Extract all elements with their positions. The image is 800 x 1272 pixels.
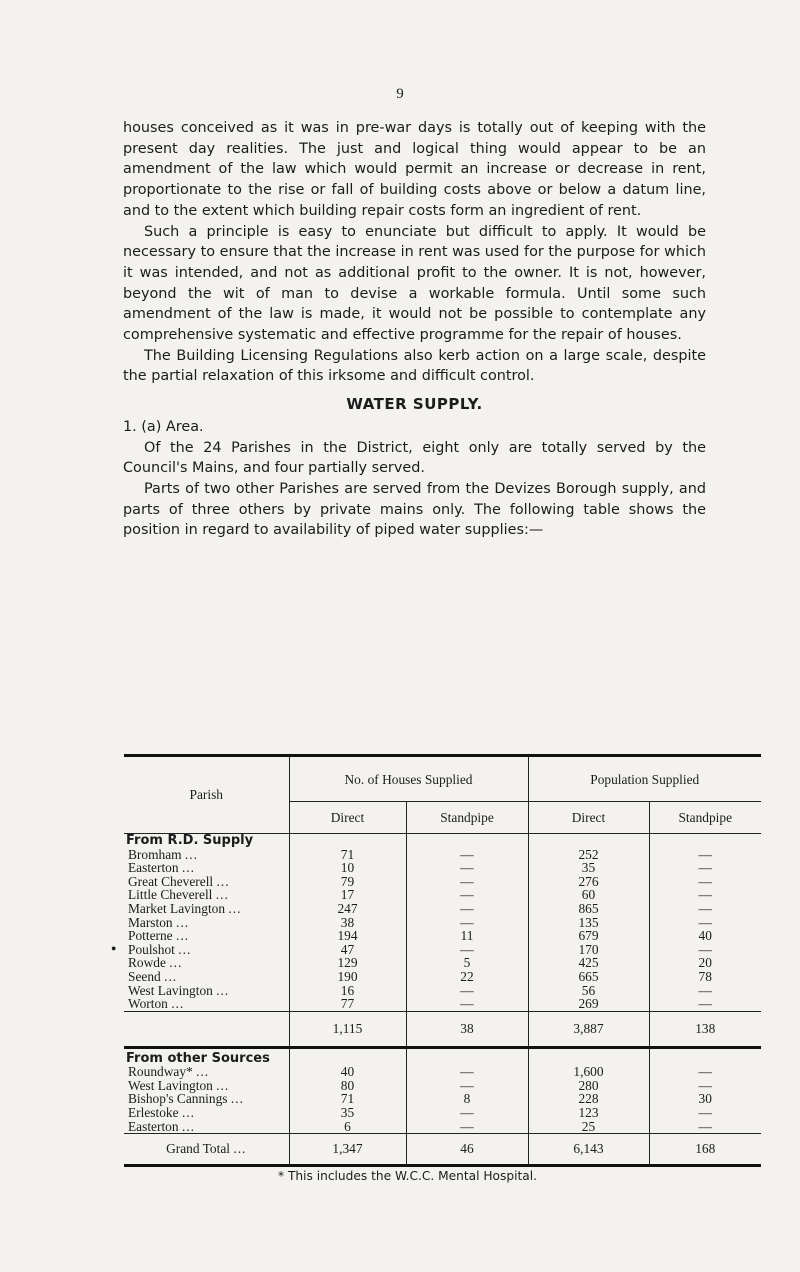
- population-standpipe: —: [649, 1065, 761, 1079]
- population-direct: 252: [528, 848, 649, 862]
- group-heading-other-sources: From other Sources: [126, 1050, 270, 1066]
- houses-direct: 79: [289, 875, 406, 889]
- table-row: West Lavington ...: [128, 982, 230, 998]
- houses-standpipe: 22: [406, 970, 528, 984]
- population-standpipe: —: [649, 1106, 761, 1120]
- houses-direct: 16: [289, 984, 406, 998]
- header-houses-supplied: No. of Houses Supplied: [289, 756, 528, 802]
- subtotal-houses-standpipe: 38: [406, 1011, 528, 1047]
- paragraph: Such a principle is easy to enunciate but difficult to apply. It would be necessary to ensure that the increase in rent was used for the purpose for which it was intended, and not as additional profit to the owner. It is not, however, beyond the wit of man to devise a workable formula. Until some such amendment of the law is made, it would not be possible to contemplate any comprehensive systematic and effective programme for the repair of houses.: [123, 223, 706, 344]
- parish-name: West Lavington: [128, 1077, 213, 1093]
- parish-name: West Lavington: [128, 982, 213, 998]
- parish-name: Easterton: [128, 1118, 179, 1134]
- paragraph: houses conceived as it was in pre-war days is totally out of keeping with the present day realities. The just and logical thing would appear to be an amendment of the law which would permit an increase or decrease in rent, proportionate to the rise or fall of building costs above or below a datum line, and to the extent which building repair costs form an ingredient of rent.: [123, 120, 706, 219]
- population-standpipe: 40: [649, 929, 761, 943]
- houses-direct: 77: [289, 997, 406, 1011]
- population-standpipe: —: [649, 1079, 761, 1093]
- population-direct: 276: [528, 875, 649, 889]
- houses-standpipe: —: [406, 997, 528, 1011]
- houses-direct: 80: [289, 1079, 406, 1093]
- population-direct: 25: [528, 1120, 649, 1134]
- parish-name: Little Cheverell: [128, 887, 213, 903]
- subheader-population-standpipe: Standpipe: [649, 802, 761, 834]
- page-number: 9: [396, 86, 404, 102]
- parish-name: Potterne: [128, 928, 173, 944]
- houses-direct: 10: [289, 861, 406, 875]
- table-row: Seend ...: [128, 968, 178, 984]
- body-text: [123, 118, 706, 541]
- table-row: Market Lavington ...: [128, 900, 242, 916]
- grand-total-label-cell: Grand Total ...: [124, 1134, 289, 1166]
- houses-direct: 129: [289, 956, 406, 970]
- houses-standpipe: —: [406, 861, 528, 875]
- grand-total-population-standpipe: 168: [649, 1134, 761, 1166]
- houses-direct: 71: [289, 848, 406, 862]
- table-row: Bromham ...: [128, 846, 198, 862]
- grand-total-label: Grand Total: [166, 1141, 230, 1157]
- parish-name: Bromham: [128, 846, 182, 862]
- population-standpipe: —: [649, 916, 761, 930]
- population-direct: 425: [528, 956, 649, 970]
- population-direct: 135: [528, 916, 649, 930]
- table-row: Worton ...: [124, 997, 289, 1011]
- houses-standpipe: —: [406, 848, 528, 862]
- grand-total-population-direct: 6,143: [528, 1134, 649, 1166]
- parish-name: Poulshot: [128, 941, 175, 957]
- subheader-houses-direct: Direct: [289, 802, 406, 834]
- parish-name: Worton: [128, 996, 168, 1012]
- population-standpipe: 30: [649, 1092, 761, 1106]
- houses-standpipe: —: [406, 984, 528, 998]
- houses-direct: 47: [289, 943, 406, 957]
- population-direct: 269: [528, 997, 649, 1011]
- houses-direct: 17: [289, 888, 406, 902]
- paragraph: The Building Licensing Regulations also kerb action on a large scale, despite the partial relaxation of this irksome and difficult control.: [123, 347, 706, 385]
- population-standpipe: —: [649, 902, 761, 916]
- population-direct: 280: [528, 1079, 649, 1093]
- header-parish: Parish: [124, 756, 289, 834]
- parish-name: Rowde: [128, 955, 166, 971]
- houses-direct: 194: [289, 929, 406, 943]
- table-row: Marston ...: [128, 914, 190, 930]
- population-direct: 865: [528, 902, 649, 916]
- water-supply-table-wrap: [124, 754, 761, 1183]
- population-direct: 56: [528, 984, 649, 998]
- table-row: Great Cheverell ...: [128, 873, 230, 889]
- table-row: Rowde ...: [128, 955, 183, 971]
- table-row: Poulshot ...: [128, 941, 192, 957]
- table-row: Erlestoke ...: [128, 1105, 195, 1120]
- parish-name: Seend: [128, 968, 161, 984]
- grand-total-houses-direct: 1,347: [289, 1134, 406, 1166]
- subtotal-population-direct: 3,887: [528, 1011, 649, 1047]
- subtotal-houses-direct: 1,115: [289, 1011, 406, 1047]
- table-row: Easterton ...: [128, 860, 195, 876]
- houses-direct: 38: [289, 916, 406, 930]
- water-supply-table: [124, 754, 761, 1167]
- houses-direct: 247: [289, 902, 406, 916]
- grand-total-houses-standpipe: 46: [406, 1134, 528, 1166]
- paragraph: Parts of two other Parishes are served from the Devizes Borough supply, and parts of three others by private mains only. The following table shows the position in regard to availability of piped water supplies:—: [123, 480, 706, 539]
- header-population-supplied: Population Supplied: [528, 756, 761, 802]
- population-standpipe: —: [649, 848, 761, 862]
- houses-standpipe: —: [406, 1079, 528, 1093]
- table-row: Potterne ...: [128, 928, 190, 944]
- paragraph: Of the 24 Parishes in the District, eight only are totally served by the Council's Mains, and four partially served.: [123, 439, 706, 477]
- section-heading: WATER SUPPLY.: [346, 395, 483, 414]
- population-standpipe: —: [649, 943, 761, 957]
- population-standpipe: —: [649, 861, 761, 875]
- parish-name: Roundway*: [128, 1064, 193, 1080]
- population-standpipe: —: [649, 888, 761, 902]
- parish-name: Market Lavington: [128, 900, 226, 916]
- subheader-houses-standpipe: Standpipe: [406, 802, 528, 834]
- houses-standpipe: —: [406, 943, 528, 957]
- houses-direct: 40: [289, 1065, 406, 1079]
- houses-standpipe: —: [406, 1106, 528, 1120]
- population-standpipe: —: [649, 875, 761, 889]
- population-standpipe: —: [649, 984, 761, 998]
- subheading: 1. (a) Area.: [123, 418, 204, 435]
- table-row: Little Cheverell ...: [128, 887, 229, 903]
- houses-standpipe: 5: [406, 956, 528, 970]
- houses-direct: 71: [289, 1092, 406, 1106]
- footnote: * This includes the W.C.C. Mental Hospital.: [277, 1169, 537, 1184]
- population-standpipe: —: [649, 1120, 761, 1134]
- population-direct: 35: [528, 861, 649, 875]
- houses-standpipe: 11: [406, 929, 528, 943]
- population-direct: 1,600: [528, 1065, 649, 1079]
- houses-direct: 35: [289, 1106, 406, 1120]
- houses-standpipe: —: [406, 1065, 528, 1079]
- population-direct: 679: [528, 929, 649, 943]
- population-standpipe: 78: [649, 970, 761, 984]
- margin-bullet-mark: ●: [111, 943, 117, 953]
- subtotal-label-cell: [124, 1011, 289, 1047]
- parish-name: Great Cheverell: [128, 873, 214, 889]
- population-direct: 170: [528, 943, 649, 957]
- table-row: Easterton ...: [124, 1120, 289, 1134]
- table-row: West Lavington ...: [128, 1077, 230, 1093]
- population-direct: 60: [528, 888, 649, 902]
- subtotal-population-standpipe: 138: [649, 1011, 761, 1047]
- houses-standpipe: —: [406, 902, 528, 916]
- parish-name: Marston: [128, 914, 173, 930]
- parish-name: Easterton: [128, 860, 179, 876]
- parish-name: Erlestoke: [128, 1105, 179, 1120]
- group-heading-rd-supply: From R.D. Supply: [126, 833, 254, 848]
- houses-direct: 6: [289, 1120, 406, 1134]
- houses-standpipe: 8: [406, 1092, 528, 1106]
- population-standpipe: —: [649, 997, 761, 1011]
- houses-standpipe: —: [406, 888, 528, 902]
- houses-standpipe: —: [406, 916, 528, 930]
- population-direct: 123: [528, 1106, 649, 1120]
- table-row: Bishop's Cannings ...: [128, 1091, 244, 1107]
- table-row: Roundway* ...: [128, 1064, 210, 1080]
- houses-direct: 190: [289, 970, 406, 984]
- subheader-population-direct: Direct: [528, 802, 649, 834]
- population-standpipe: 20: [649, 956, 761, 970]
- population-direct: 228: [528, 1092, 649, 1106]
- houses-standpipe: —: [406, 875, 528, 889]
- parish-name: Bishop's Cannings: [128, 1091, 228, 1107]
- population-direct: 665: [528, 970, 649, 984]
- houses-standpipe: —: [406, 1120, 528, 1134]
